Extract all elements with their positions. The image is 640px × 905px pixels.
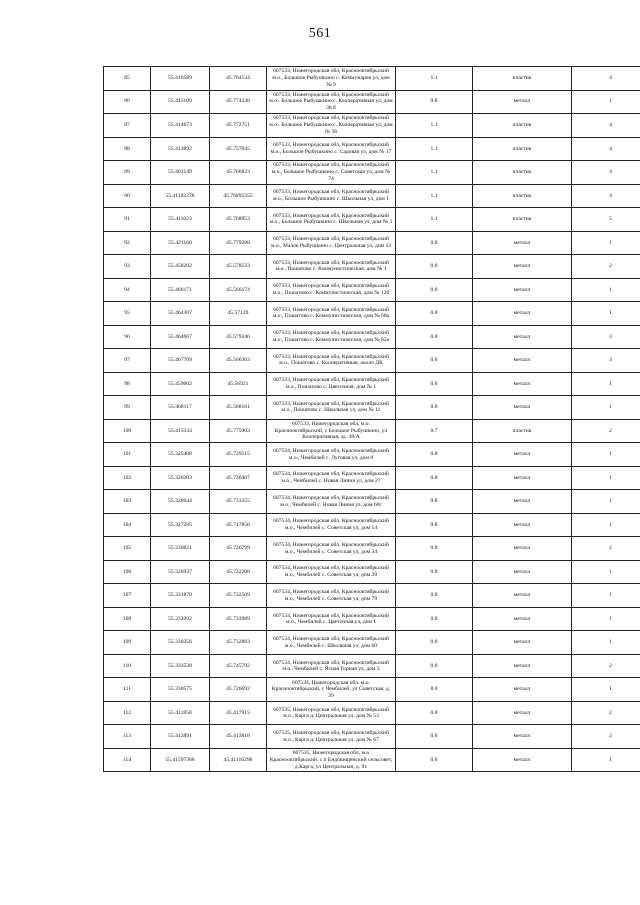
table-row xyxy=(104,701,640,725)
row-number-cell: 108 xyxy=(104,607,151,631)
table-row xyxy=(104,114,640,138)
latitude-cell: 55.411858 xyxy=(151,701,210,725)
container-volume-cell: 0.8 xyxy=(396,349,473,373)
address-cell: 607533, Нижегородская обл, Краснооктябрьский м.о., Большое Рыбушкино с. Советская ул, дом № 74 xyxy=(267,161,396,185)
container-material-cell: металл xyxy=(473,631,572,655)
table-row xyxy=(104,90,640,114)
latitude-cell: 55.325408 xyxy=(151,443,210,467)
container-material-cell: металл xyxy=(473,490,572,514)
longitude-cell: 45.729515 xyxy=(210,443,267,467)
row-number-cell: 100 xyxy=(104,419,151,443)
container-material-cell: металл xyxy=(473,278,572,302)
container-volume-cell: 1.1 xyxy=(396,184,473,208)
table-row xyxy=(104,443,640,467)
container-count-cell: 1 xyxy=(572,278,640,302)
container-material-cell: металл xyxy=(473,701,572,725)
container-count-cell: 2 xyxy=(572,701,640,725)
table-row xyxy=(104,607,640,631)
row-number-cell: 94 xyxy=(104,278,151,302)
longitude-cell: 45.41116296 xyxy=(210,748,267,772)
row-number-cell: 93 xyxy=(104,255,151,279)
container-count-cell: 1 xyxy=(572,90,640,114)
row-number-cell: 101 xyxy=(104,443,151,467)
container-material-cell: металл xyxy=(473,443,572,467)
latitude-cell: 55.415334 xyxy=(151,419,210,443)
row-number-cell: 87 xyxy=(104,114,151,138)
container-volume-cell: 0.8 xyxy=(396,748,473,772)
container-count-cell: 1 xyxy=(572,560,640,584)
registry-table-body xyxy=(104,67,640,772)
container-volume-cell: 0.8 xyxy=(396,231,473,255)
container-material-cell: металл xyxy=(473,725,572,749)
address-cell: 607533, Нижегородская обл, Краснооктябрьский м.о., Пошатово с. Коммунистическая, дом № 120 xyxy=(267,278,396,302)
container-count-cell: 1 xyxy=(572,678,640,702)
page-number: 561 xyxy=(308,26,332,41)
longitude-cell: 45.757045 xyxy=(210,137,267,161)
longitude-cell: 45.717856 xyxy=(210,513,267,537)
address-cell: 607533, Нижегородская обл, Краснооктябрьский м.о., Большое Рыбушкино с. Школьная ул, дом 1 xyxy=(267,184,396,208)
address-cell: 607534, Нижегородская обл, Краснооктябрьский м.о., Чембилей с. Новая Линия ул, дом 27 xyxy=(267,466,396,490)
row-number-cell: 99 xyxy=(104,396,151,420)
longitude-cell: 45.579346 xyxy=(210,325,267,349)
address-cell: 607534, Нижегородская обл, Краснооктябрьский м.о., Чембилей с. Советская ул, дом 14 xyxy=(267,513,396,537)
longitude-cell: 45.566174 xyxy=(210,278,267,302)
table-row xyxy=(104,396,640,420)
container-count-cell: 1 xyxy=(572,607,640,631)
address-cell: 607534, Нижегородская обл, Краснооктябрьский м.о., Чембилей с. Цветочная ул, дом 1 xyxy=(267,607,396,631)
row-number-cell: 110 xyxy=(104,654,151,678)
container-volume-cell: 0.8 xyxy=(396,560,473,584)
row-number-cell: 95 xyxy=(104,302,151,326)
address-cell: 607534, Нижегородская обл. м.о. Краснооктябрьский, с Чембилей, ул Советская, д. 39 xyxy=(267,678,396,702)
table-row xyxy=(104,748,640,772)
longitude-cell: 45.417915 xyxy=(210,701,267,725)
address-cell: 607533, Нижегородская обл, Краснооктябрьский м.о., Большое Рыбушкино с. Садовая ул, дом № 17 xyxy=(267,137,396,161)
container-count-cell: 1 xyxy=(572,748,640,772)
container-material-cell: металл xyxy=(473,748,572,772)
container-count-cell: 3 xyxy=(572,325,640,349)
latitude-cell: 55.333538 xyxy=(151,654,210,678)
container-volume-cell: 0.8 xyxy=(396,490,473,514)
container-volume-cell: 1.1 xyxy=(396,114,473,138)
row-number-cell: 112 xyxy=(104,701,151,725)
container-count-cell: 2 xyxy=(572,654,640,678)
table-row xyxy=(104,161,640,185)
container-count-cell: 4 xyxy=(572,67,640,91)
address-cell: 607534, Нижегородская обл, Краснооктябрьский м.о., Чембилей с. Луговая ул, дом 8 xyxy=(267,443,396,467)
container-count-cell: 1 xyxy=(572,631,640,655)
longitude-cell: 45.76895355 xyxy=(210,184,267,208)
latitude-cell: 55.327285 xyxy=(151,513,210,537)
row-number-cell: 97 xyxy=(104,349,151,373)
container-volume-cell: 0.8 xyxy=(396,701,473,725)
address-cell: 607534, Нижегородская обл, Краснооктябрьский м.о., Чембилей с. Школьная ул, дом 60 xyxy=(267,631,396,655)
latitude-cell: 55.413892 xyxy=(151,137,210,161)
latitude-cell: 55.460171 xyxy=(151,278,210,302)
address-cell: 607533, Нижегородская обл, Краснооктябрьский м.о., Пошатово с. Коммунистическая, дом № 68а xyxy=(267,302,396,326)
container-volume-cell: 1.1 xyxy=(396,137,473,161)
latitude-cell: 55.403149 xyxy=(151,161,210,185)
address-cell: 607533, Нижегородская обл, Краснооктябрьский м.о., Большое Рыбушкино с. Школьная ул, дом № 1 xyxy=(267,208,396,232)
row-number-cell: 102 xyxy=(104,466,151,490)
container-count-cell: 1 xyxy=(572,513,640,537)
row-number-cell: 103 xyxy=(104,490,151,514)
container-material-cell: металл xyxy=(473,607,572,631)
table-row xyxy=(104,67,640,91)
container-material-cell: пластик xyxy=(473,208,572,232)
container-count-cell: 2 xyxy=(572,725,640,749)
latitude-cell: 55.331870 xyxy=(151,584,210,608)
row-number-cell: 90 xyxy=(104,184,151,208)
latitude-cell: 55.413891 xyxy=(151,725,210,749)
container-count-cell: 1 xyxy=(572,443,640,467)
container-count-cell: 1 xyxy=(572,584,640,608)
container-volume-cell: 0.8 xyxy=(396,443,473,467)
container-volume-cell: 0.8 xyxy=(396,278,473,302)
longitude-cell: 45.726692 xyxy=(210,678,267,702)
address-cell: 607534, Нижегородская обл, Краснооктябрьский м.о., Чембилей с. Советская ул, дом 79 xyxy=(267,584,396,608)
address-cell: 607533, Нижегородская обл, Краснооктябрьский м.о., Малое Рыбушкино с. Центральная ул, дом 12 xyxy=(267,231,396,255)
longitude-cell: 45.578533 xyxy=(210,255,267,279)
container-volume-cell: 0.8 xyxy=(396,325,473,349)
longitude-cell: 45.733355 xyxy=(210,490,267,514)
address-cell: 607534, Нижегородская обл, Краснооктябрьский м.о., Чембилей с. Ясная Горная ул, дом 3 xyxy=(267,654,396,678)
longitude-cell: 45.732883 xyxy=(210,631,267,655)
container-material-cell: металл xyxy=(473,349,572,373)
table-row xyxy=(104,466,640,490)
container-count-cell: 2 xyxy=(572,255,640,279)
row-number-cell: 88 xyxy=(104,137,151,161)
latitude-cell: 55.411023 xyxy=(151,208,210,232)
address-cell: 607533, Нижегородская обл, Краснооктябрьский м.о., Пошатово с. Кооперативная, около ДК xyxy=(267,349,396,373)
latitude-cell: 55.330356 xyxy=(151,631,210,655)
address-cell: 607533, Нижегородская обл, Краснооктябрьский м.о., Большое Рыбушкино с. Кооперативная ул, дом 38 б xyxy=(267,90,396,114)
table-row xyxy=(104,513,640,537)
latitude-cell: 55.458202 xyxy=(151,255,210,279)
latitude-cell: 55.415109 xyxy=(151,90,210,114)
container-volume-cell: 1.1 xyxy=(396,208,473,232)
container-material-cell: металл xyxy=(473,537,572,561)
latitude-cell: 55.416589 xyxy=(151,67,210,91)
longitude-cell: 45.772751 xyxy=(210,114,267,138)
address-cell: 607534, Нижегородская обл, Краснооктябрьский м.о., Чембилей с. Советская ул, дом 39 xyxy=(267,560,396,584)
container-material-cell: металл xyxy=(473,325,572,349)
container-volume-cell: 0.8 xyxy=(396,255,473,279)
container-material-cell: пластик xyxy=(473,161,572,185)
container-volume-cell: 0.8 xyxy=(396,396,473,420)
latitude-cell: 55.332092 xyxy=(151,607,210,631)
longitude-cell: 45.733989 xyxy=(210,607,267,631)
table-row xyxy=(104,302,640,326)
row-number-cell: 89 xyxy=(104,161,151,185)
container-volume-cell: 0.8 xyxy=(396,654,473,678)
container-count-cell: 3 xyxy=(572,349,640,373)
table-row xyxy=(104,584,640,608)
container-material-cell: металл xyxy=(473,654,572,678)
latitude-cell: 55.330821 xyxy=(151,537,210,561)
container-material-cell: металл xyxy=(473,584,572,608)
container-material-cell: пластик xyxy=(473,137,572,161)
row-number-cell: 111 xyxy=(104,678,151,702)
row-number-cell: 86 xyxy=(104,90,151,114)
container-volume-cell: 0.8 xyxy=(396,513,473,537)
container-material-cell: металл xyxy=(473,372,572,396)
container-count-cell: 4 xyxy=(572,184,640,208)
latitude-cell: 55.468117 xyxy=(151,396,210,420)
longitude-cell: 45.56921 xyxy=(210,372,267,396)
latitude-cell: 55.41102378 xyxy=(151,184,210,208)
address-cell: 607533, Нижегородская обл, Краснооктябрьский м.о., Пошатово с. Коммунистическая, дом № 82а xyxy=(267,325,396,349)
latitude-cell: 55.330575 xyxy=(151,678,210,702)
container-volume-cell: 0.8 xyxy=(396,631,473,655)
container-count-cell: 1 xyxy=(572,466,640,490)
address-cell: 607533, Нижегородская обл, Краснооктябрьский м.о., Пошатово с. Коммунистическая, дом № 1 xyxy=(267,255,396,279)
latitude-cell: 55.467709 xyxy=(151,349,210,373)
container-volume-cell: 8.0 xyxy=(396,678,473,702)
container-volume-cell: 0.8 xyxy=(396,302,473,326)
address-cell: 607535, Нижегородская обл, Краснооктябрьский м.о., Карга д. Центральная ул, дом № 53 xyxy=(267,701,396,725)
table-row xyxy=(104,231,640,255)
container-material-cell: металл xyxy=(473,466,572,490)
container-count-cell: 1 xyxy=(572,231,640,255)
row-number-cell: 104 xyxy=(104,513,151,537)
container-count-cell: 5 xyxy=(572,208,640,232)
table-row xyxy=(104,537,640,561)
table-row xyxy=(104,678,640,702)
registry-table xyxy=(103,66,640,772)
container-material-cell: металл xyxy=(473,302,572,326)
longitude-cell: 45.768953 xyxy=(210,208,267,232)
container-count-cell: 1 xyxy=(572,396,640,420)
longitude-cell: 45.775903 xyxy=(210,419,267,443)
longitude-cell: 45.726799 xyxy=(210,537,267,561)
table-row xyxy=(104,278,640,302)
longitude-cell: 45.566303 xyxy=(210,349,267,373)
latitude-cell: 55.464667 xyxy=(151,325,210,349)
latitude-cell: 55.421160 xyxy=(151,231,210,255)
container-material-cell: металл xyxy=(473,678,572,702)
container-material-cell: пластик xyxy=(473,67,572,91)
longitude-cell: 45.722208 xyxy=(210,560,267,584)
container-volume-cell: 0.8 xyxy=(396,725,473,749)
container-material-cell: пластик xyxy=(473,184,572,208)
address-cell: 607534, Нижегородская обл, Краснооктябрьский м.о., Чембилей с. Советская ул, дом 34 xyxy=(267,537,396,561)
address-cell: 607533, Нижегородская обл, Краснооктябрьский м.о., Пошатово с. Цветочная, дом № 1 xyxy=(267,372,396,396)
container-volume-cell: 0.8 xyxy=(396,584,473,608)
longitude-cell: 45.764134 xyxy=(210,67,267,91)
container-material-cell: металл xyxy=(473,255,572,279)
longitude-cell: 45.732569 xyxy=(210,584,267,608)
longitude-cell: 45.774248 xyxy=(210,90,267,114)
latitude-cell: 55.328644 xyxy=(151,490,210,514)
row-number-cell: 114 xyxy=(104,748,151,772)
table-row xyxy=(104,372,640,396)
table-row xyxy=(104,654,640,678)
row-number-cell: 107 xyxy=(104,584,151,608)
table-row xyxy=(104,725,640,749)
address-cell: 607533, Нижегородская обл, Краснооктябрьский м.о., Пошатово с. Школьная ул, дом № 11 xyxy=(267,396,396,420)
container-count-cell: 2 xyxy=(572,419,640,443)
row-number-cell: 91 xyxy=(104,208,151,232)
table-row xyxy=(104,349,640,373)
container-material-cell: пластик xyxy=(473,114,572,138)
latitude-cell: 55.414673 xyxy=(151,114,210,138)
container-count-cell: 1 xyxy=(572,372,640,396)
table-row xyxy=(104,255,640,279)
address-cell: 607535, Нижегородская обл, м.о Краснооктябрьский, с.п Ендовищенский сельсовет, д.Карга, ул Центральная, д. 91 xyxy=(267,748,396,772)
table-row xyxy=(104,137,640,161)
table-row xyxy=(104,631,640,655)
container-count-cell: 4 xyxy=(572,114,640,138)
address-cell: 607534, Нижегородская обл, Краснооктябрьский м.о., Чембилей с. Новая Линия ул, дом 60г xyxy=(267,490,396,514)
container-volume-cell: 1.1 xyxy=(396,67,473,91)
table-row xyxy=(104,560,640,584)
address-cell: 607533, Нижегородская обл, Краснооктябрьский м.о., Большое Рыбушкино с. Коммунаров ул, дом № 9 xyxy=(267,67,396,91)
container-count-cell: 1 xyxy=(572,490,640,514)
container-volume-cell: 0.8 xyxy=(396,466,473,490)
container-count-cell: 4 xyxy=(572,137,640,161)
row-number-cell: 85 xyxy=(104,67,151,91)
address-cell: 607533, Нижегородская обл, Краснооктябрьский м.о., Большое Рыбушкино с. Кооперативная ул, дом № 36 xyxy=(267,114,396,138)
longitude-cell: 45.726467 xyxy=(210,466,267,490)
container-volume-cell: 0.7 xyxy=(396,419,473,443)
container-material-cell: металл xyxy=(473,560,572,584)
container-volume-cell: 1.1 xyxy=(396,161,473,185)
longitude-cell: 45.568161 xyxy=(210,396,267,420)
longitude-cell: 45.766823 xyxy=(210,161,267,185)
address-cell: 607533, Нижегородская обл, м.о. Краснооктябрьский, с Большое Рыбушкино, ул Кооперативная, зд. 38/А xyxy=(267,419,396,443)
container-material-cell: пластик xyxy=(473,419,572,443)
longitude-cell: 45.57129 xyxy=(210,302,267,326)
row-number-cell: 109 xyxy=(104,631,151,655)
longitude-cell: 45.413818 xyxy=(210,725,267,749)
container-material-cell: металл xyxy=(473,513,572,537)
table-row xyxy=(104,490,640,514)
container-volume-cell: 0.8 xyxy=(396,607,473,631)
table-row xyxy=(104,184,640,208)
longitude-cell: 45.779288 xyxy=(210,231,267,255)
table-row xyxy=(104,419,640,443)
container-volume-cell: 0.8 xyxy=(396,537,473,561)
latitude-cell: 55.41597368 xyxy=(151,748,210,772)
row-number-cell: 105 xyxy=(104,537,151,561)
container-material-cell: металл xyxy=(473,396,572,420)
row-number-cell: 98 xyxy=(104,372,151,396)
row-number-cell: 113 xyxy=(104,725,151,749)
container-volume-cell: 0.8 xyxy=(396,90,473,114)
container-count-cell: 1 xyxy=(572,302,640,326)
latitude-cell: 55.459602 xyxy=(151,372,210,396)
table-row xyxy=(104,325,640,349)
latitude-cell: 55.326937 xyxy=(151,560,210,584)
container-material-cell: металл xyxy=(473,90,572,114)
row-number-cell: 92 xyxy=(104,231,151,255)
container-volume-cell: 0.8 xyxy=(396,372,473,396)
latitude-cell: 55.464307 xyxy=(151,302,210,326)
container-material-cell: металл xyxy=(473,231,572,255)
container-count-cell: 2 xyxy=(572,537,640,561)
table-row xyxy=(104,208,640,232)
container-count-cell: 4 xyxy=(572,161,640,185)
latitude-cell: 55.326203 xyxy=(151,466,210,490)
row-number-cell: 106 xyxy=(104,560,151,584)
longitude-cell: 45.745792 xyxy=(210,654,267,678)
address-cell: 607535, Нижегородская обл, Краснооктябрьский м.о., Карга д. Центральная ул, дом № 67 xyxy=(267,725,396,749)
row-number-cell: 96 xyxy=(104,325,151,349)
